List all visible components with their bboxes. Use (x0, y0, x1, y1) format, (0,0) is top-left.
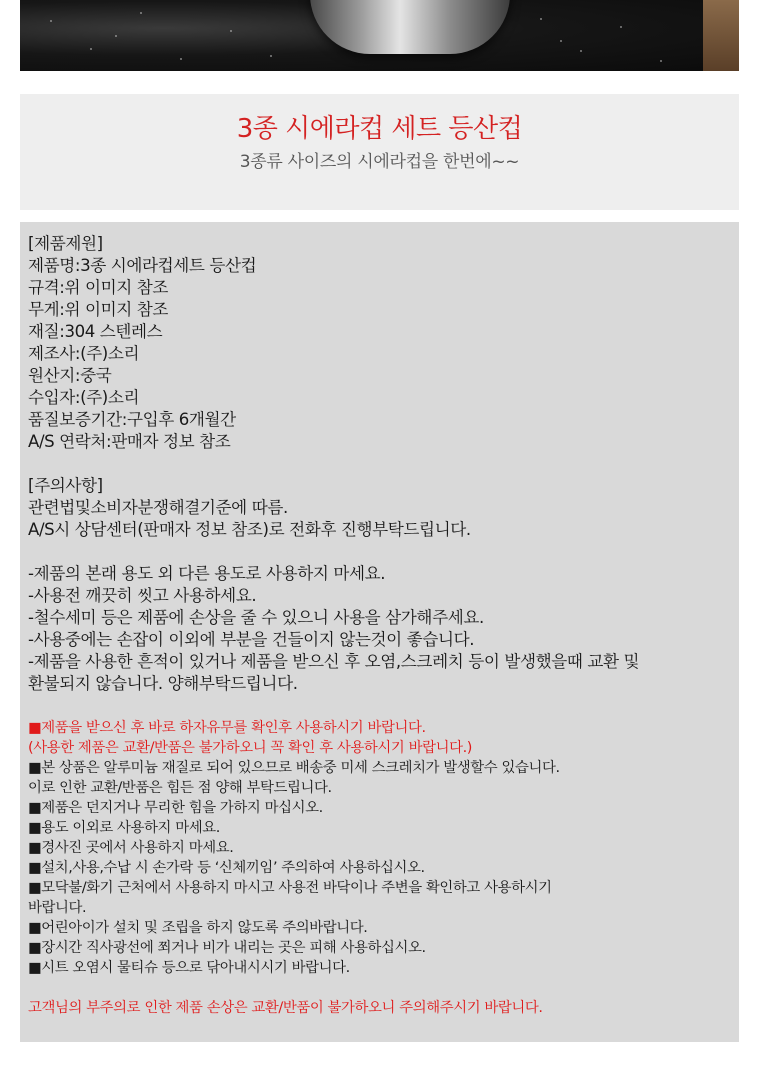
notice-line: ■시트 오염시 물티슈 등으로 닦아내시시기 바랍니다. (28, 960, 350, 976)
product-photo (20, 0, 739, 71)
notice-line: ■설치,사용,수납 시 손가락 등 ‘신체끼임’ 주의하여 사용하십시오. (28, 860, 425, 876)
caution-items (28, 563, 733, 695)
notice-line: ■제품은 던지거나 무리한 힘을 가하지 마십시오. (28, 800, 323, 816)
caution-item: 환불되지 않습니다. 양해부탁드립니다. (28, 674, 298, 693)
notice-line: ■용도 이외로 사용하지 마세요. (28, 820, 220, 836)
caution-item: -제품을 사용한 흔적이 있거나 제품을 받으신 후 오염,스크레치 등이 발생했을때 교환 및 (28, 652, 640, 671)
spec-line: 무게:위 이미지 참조 (28, 300, 168, 319)
caution-item: -철수세미 등은 제품에 손상을 줄 수 있으니 사용을 삼가해주세요. (28, 608, 484, 627)
notice-line: ■경사진 곳에서 사용하지 마세요. (28, 840, 234, 856)
spec-line: 원산지:중국 (28, 366, 112, 385)
cautions-section (28, 475, 733, 541)
page-subtitle: 3종류 사이즈의 시에라컵을 한번에~~ (239, 152, 520, 172)
wood-edge (703, 0, 739, 71)
footer-notice (28, 998, 733, 1018)
info-panel (20, 222, 739, 1042)
sierra-cup-image (310, 0, 510, 54)
spec-line: 제조사:(주)소리 (28, 344, 140, 363)
specs-section (28, 233, 733, 453)
spec-line: A/S 연락처:판매자 정보 참조 (28, 432, 231, 451)
caution-item: -사용중에는 손잡이 이외에 부분을 건들이지 않는것이 좋습니다. (28, 630, 475, 649)
caution-intro-line: 관련법및소비자분쟁해결기준에 따름. (28, 498, 288, 517)
cautions-heading: [주의사항] (28, 476, 103, 495)
caution-item: -사용전 깨끗히 씻고 사용하세요. (28, 586, 257, 605)
caution-intro-line: A/S시 상담센터(판매자 정보 참조)로 전화후 진행부탁드립니다. (28, 520, 471, 539)
title-panel (20, 94, 739, 210)
specs-heading: [제품제원] (28, 234, 103, 253)
caution-item: -제품의 본래 용도 외 다른 용도로 사용하지 마세요. (28, 564, 386, 583)
notice-red-line: ■제품을 받으신 후 바로 하자유무를 확인후 사용하시기 바랍니다. (28, 720, 426, 736)
page-title: 3종 시에라컵 세트 등산컵 (236, 114, 523, 144)
notices-section (28, 718, 733, 978)
spec-line: 수입자:(주)소리 (28, 388, 140, 407)
footer-warning: 고객님의 부주의로 인한 제품 손상은 교환/반품이 불가하오니 주의해주시기 바랍니다. (28, 1000, 543, 1016)
spec-line: 규격:위 이미지 참조 (28, 278, 168, 297)
notice-line: ■어린아이가 설치 및 조립을 하지 않도록 주의바랍니다. (28, 920, 368, 936)
notice-line: ■모닥불/화기 근처에서 사용하지 마시고 사용전 바닥이나 주변을 확인하고 사용하시기 (28, 880, 552, 896)
notice-line: ■본 상품은 알루미늄 재질로 되어 있으므로 배송중 미세 스크레치가 발생할수 있습니다. (28, 760, 560, 776)
notice-red-line: (사용한 제품은 교환/반품은 불가하오니 꼭 확인 후 사용하시기 바랍니다.) (28, 740, 472, 756)
spec-line: 재질:304 스텐레스 (28, 322, 163, 341)
spec-line: 품질보증기간:구입후 6개월간 (28, 410, 236, 429)
spec-line: 제품명:3종 시에라컵세트 등산컵 (28, 256, 257, 275)
notice-line: 바랍니다. (28, 900, 87, 916)
notice-line: ■장시간 직사광선에 쬐거나 비가 내리는 곳은 피해 사용하십시오. (28, 940, 426, 956)
notice-line: 이로 인한 교환/반품은 힘든 점 양해 부탁드립니다. (28, 780, 332, 796)
